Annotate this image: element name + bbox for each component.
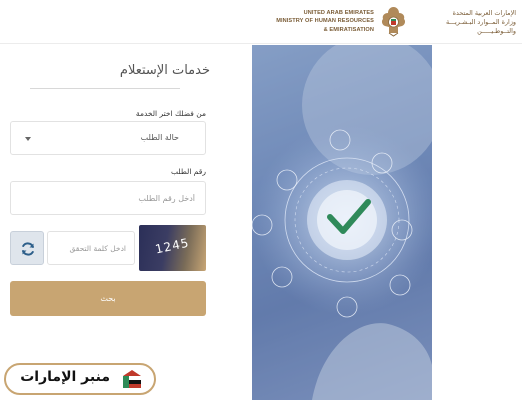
site-header [0, 0, 522, 44]
ministry-name-en-line: UNITED ARAB EMIRATES [303, 10, 374, 16]
refresh-captcha-button[interactable] [10, 231, 44, 265]
brand-name: منبر الإمارات [20, 369, 110, 385]
request-number-input[interactable] [11, 182, 205, 214]
brand-badge [4, 363, 156, 395]
ministry-name-ar-line: والتــوطـيـــــن [477, 26, 516, 35]
ministry-name-ar [410, 9, 516, 35]
service-select[interactable] [10, 121, 206, 155]
hero-illustration [252, 45, 432, 400]
request-number-label: رقم الطلب [171, 167, 206, 176]
request-number-field-wrap [10, 181, 206, 215]
uae-emblem-icon [380, 5, 407, 38]
inquiry-form-panel [0, 45, 252, 400]
service-label: من فضلك اختر الخدمة [135, 109, 206, 118]
title-divider [30, 88, 180, 89]
captcha-image [139, 225, 206, 271]
chevron-down-icon [25, 137, 31, 141]
hero-image [252, 45, 432, 400]
ministry-name-ar-line: وزارة المــوارد البـشـريـــة [445, 17, 516, 26]
captcha-code: 1245 [153, 235, 191, 257]
ministry-name-ar-line: الإمارات العربية المتحدة [452, 9, 516, 17]
refresh-icon [20, 241, 36, 257]
ministry-name-en [270, 9, 374, 34]
right-margin [432, 45, 522, 400]
ministry-name-en-line: MINISTRY OF HUMAN RESOURCES [276, 18, 374, 25]
brand-logo-icon [120, 368, 144, 390]
captcha-input[interactable] [48, 232, 134, 264]
page-title: خدمات الإستعلام [119, 63, 210, 78]
search-button[interactable]: بحث [10, 281, 206, 316]
captcha-field-wrap [47, 231, 135, 265]
ministry-name-en-line: & EMIRATISATION [323, 26, 374, 33]
service-select-value: حالة الطلب [140, 133, 179, 142]
